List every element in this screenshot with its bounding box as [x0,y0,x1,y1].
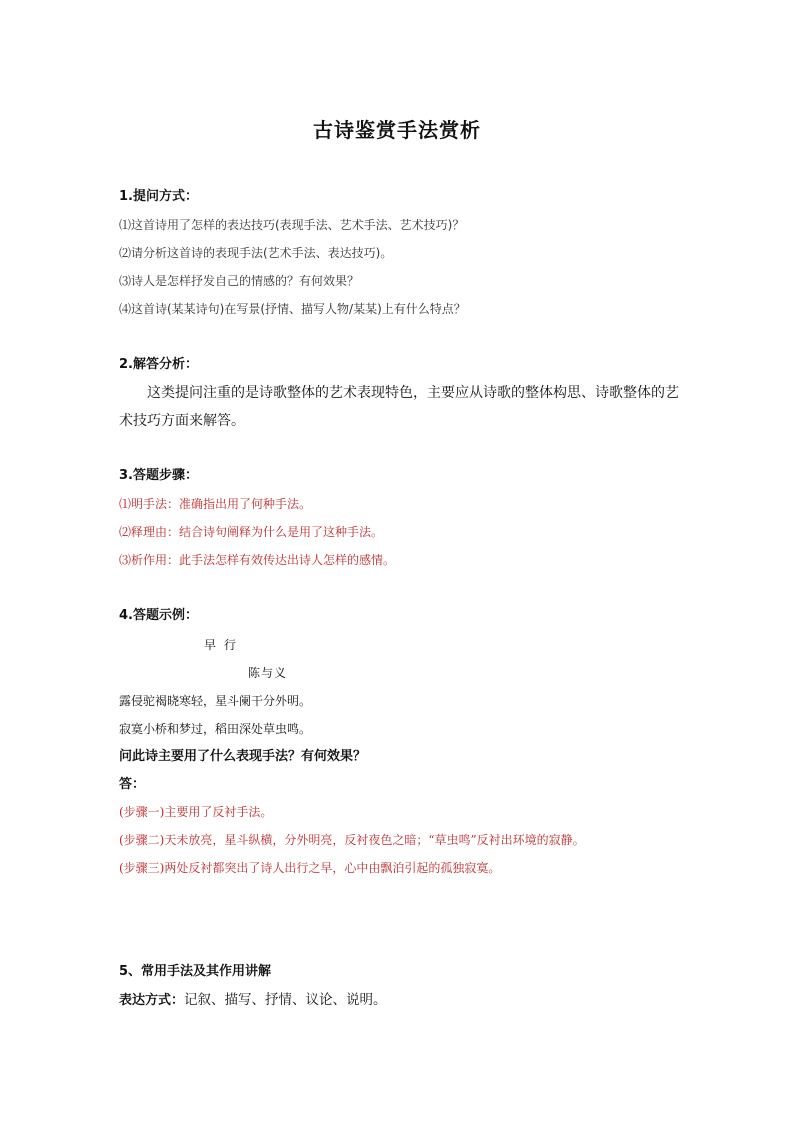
answer-step-3: (步骤三)两处反衬都突出了诗人出行之早，心中由飘泊引起的孤独寂寞。 [119,861,501,875]
section3-step-2: ⑵释理由：结合诗句阐释为什么是用了这种手法。 [119,525,384,539]
section4-heading: 4.答题示例： [119,608,198,623]
section1-item-2: ⑵请分析这首诗的表现手法(艺术手法、表达技巧)。 [119,246,393,260]
expression-methods-label: 表达方式： [119,993,185,1008]
section3-step-3: ⑶析作用：此手法怎样有效传达出诗人怎样的感情。 [119,553,396,567]
answer-label: 答： [119,777,146,792]
answer-step-2: (步骤二)天未放亮，星斗纵横，分外明亮，反衬夜色之暗；“草虫鸣”反衬出环境的寂静。 [119,833,585,847]
poem-line-1: 露侵驼褐晓寒轻，星斗阑干分外明。 [119,694,312,708]
section5-heading: 5、常用手法及其作用讲解 [119,964,272,979]
poem-title: 早行 [204,638,245,652]
poem-author: 陈与义 [248,666,288,680]
poem-line-2: 寂寞小桥和梦过，稻田深处草虫鸣。 [119,722,312,736]
answer-step-1: (步骤一)主要用了反衬手法。 [119,805,273,819]
section2-paragraph-line-1: 这类提问注重的是诗歌整体的艺术表现特色，主要应从诗歌的整体构思、诗歌整体的艺 [147,385,679,401]
section3-step-1: ⑴明手法：准确指出用了何种手法。 [119,497,312,511]
section3-heading: 3.答题步骤： [119,468,198,483]
section2-paragraph-line-2: 术技巧方面来解答。 [119,413,245,429]
section1-item-4: ⑷这首诗(某某诗句)在写景(抒情、描写人物/某某)上有什么特点？ [119,302,466,316]
section2-heading: 2.解答分析： [119,357,198,372]
example-question: 问此诗主要用了什么表现手法？有何效果？ [119,749,367,764]
section1-item-3: ⑶诗人是怎样抒发自己的情感的？有何效果？ [119,274,360,288]
expression-methods-content: 记叙、描写、抒情、议论、说明。 [184,992,387,1008]
page-title: 古诗鉴赏手法赏析 [313,118,481,142]
section1-heading: 1.提问方式： [119,189,198,204]
expression-methods-line [119,991,387,1010]
section1-item-1: ⑴这首诗用了怎样的表达技巧(表现手法、艺术手法、艺术技巧)？ [119,218,465,232]
